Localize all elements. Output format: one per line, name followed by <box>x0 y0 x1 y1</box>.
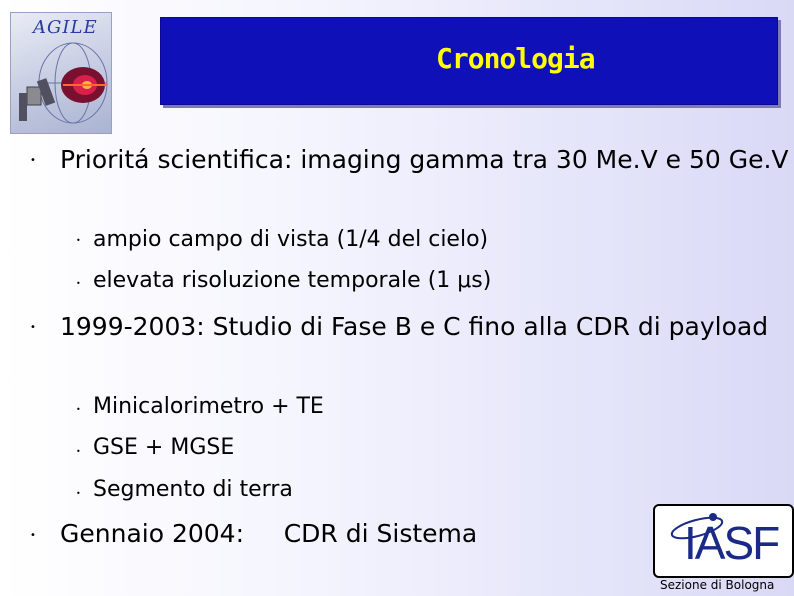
sub-bullet-marker: • <box>76 236 81 245</box>
bullet-3-text: Gennaio 2004: CDR di Sistema <box>60 519 478 548</box>
sub-bullet-marker: • <box>76 405 81 414</box>
satellite-icon <box>11 35 111 133</box>
bullet-2-text: 1999-2003: Studio di Fase B e C fino alla CDR di payload <box>60 312 769 341</box>
bullet-1-text: Prioritá scientifica: imaging gamma tra 30 Me.V e 50 Ge.V <box>60 145 789 174</box>
iasf-logo-text: IASF <box>684 517 779 569</box>
bullet-2-sub-2: GSE + MGSE <box>93 435 235 460</box>
sub-bullet-marker: • <box>76 489 81 498</box>
bullet-1-sub-1: ampio campo di vista (1/4 del cielo) <box>93 227 489 252</box>
page-title: Cronologia <box>436 42 595 75</box>
iasf-logo <box>653 504 794 578</box>
bullet-1-sub-2: elevata risoluzione temporale (1 μs) <box>93 268 492 293</box>
bullet-marker: • <box>30 530 36 541</box>
agile-logo <box>10 12 112 134</box>
bullet-marker: • <box>30 322 36 333</box>
sub-bullet-marker: • <box>76 447 81 456</box>
bullet-2-sub-3: Segmento di terra <box>93 477 293 502</box>
bullet-2-sub-1: Minicalorimetro + TE <box>93 394 324 419</box>
footer-caption: Sezione di Bologna <box>660 578 775 592</box>
sub-bullet-marker: • <box>76 279 81 288</box>
agile-logo-text: AGILE <box>33 17 98 38</box>
bullet-marker: • <box>30 155 36 166</box>
